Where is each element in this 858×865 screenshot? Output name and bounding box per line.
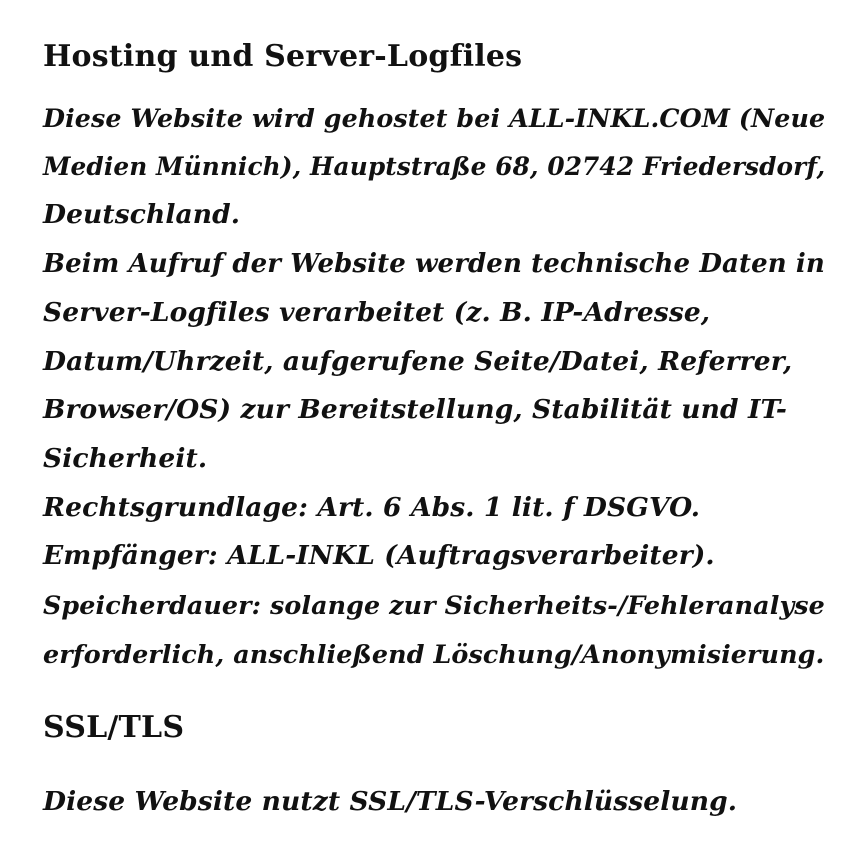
section-title-hosting: Hosting und Server-Logfiles <box>43 39 523 74</box>
hosting-line: Server-Logfiles verarbeitet (z. B. IP-Adresse, <box>43 296 711 328</box>
recipient-line: Empfänger: ALL-INKL (Auftragsverarbeiter). <box>43 540 715 572</box>
ssl-paragraph <box>43 747 833 827</box>
hosting-line: Diese Website wird gehostet bei ALL-INKL.COM (Neue <box>43 103 826 133</box>
hosting-line: Sicherheit. <box>43 442 208 474</box>
hosting-line: Medien Münnich), Hauptstraße 68, 02742 Friedersdorf, <box>43 151 826 181</box>
hosting-paragraph <box>43 76 833 678</box>
retention-line: erforderlich, anschließend Löschung/Anonymisierung. <box>43 638 825 669</box>
legal-basis-line: Rechtsgrundlage: Art. 6 Abs. 1 lit. f DSGVO. <box>43 491 701 523</box>
hosting-line: Datum/Uhrzeit, aufgerufene Seite/Datei, Referrer, <box>43 345 793 377</box>
retention-line: Speicherdauer: solange zur Sicherheits-/Fehleranalyse <box>43 590 825 621</box>
hosting-line: Beim Aufruf der Website werden technische Daten in <box>43 249 825 280</box>
section-title-ssl: SSL/TLS <box>43 710 185 746</box>
ssl-line: Diese Website nutzt SSL/TLS-Verschlüsselung. <box>43 786 738 818</box>
hosting-line: Browser/OS) zur Bereitstellung, Stabilität und IT- <box>43 394 787 426</box>
hosting-line: Deutschland. <box>43 199 241 231</box>
